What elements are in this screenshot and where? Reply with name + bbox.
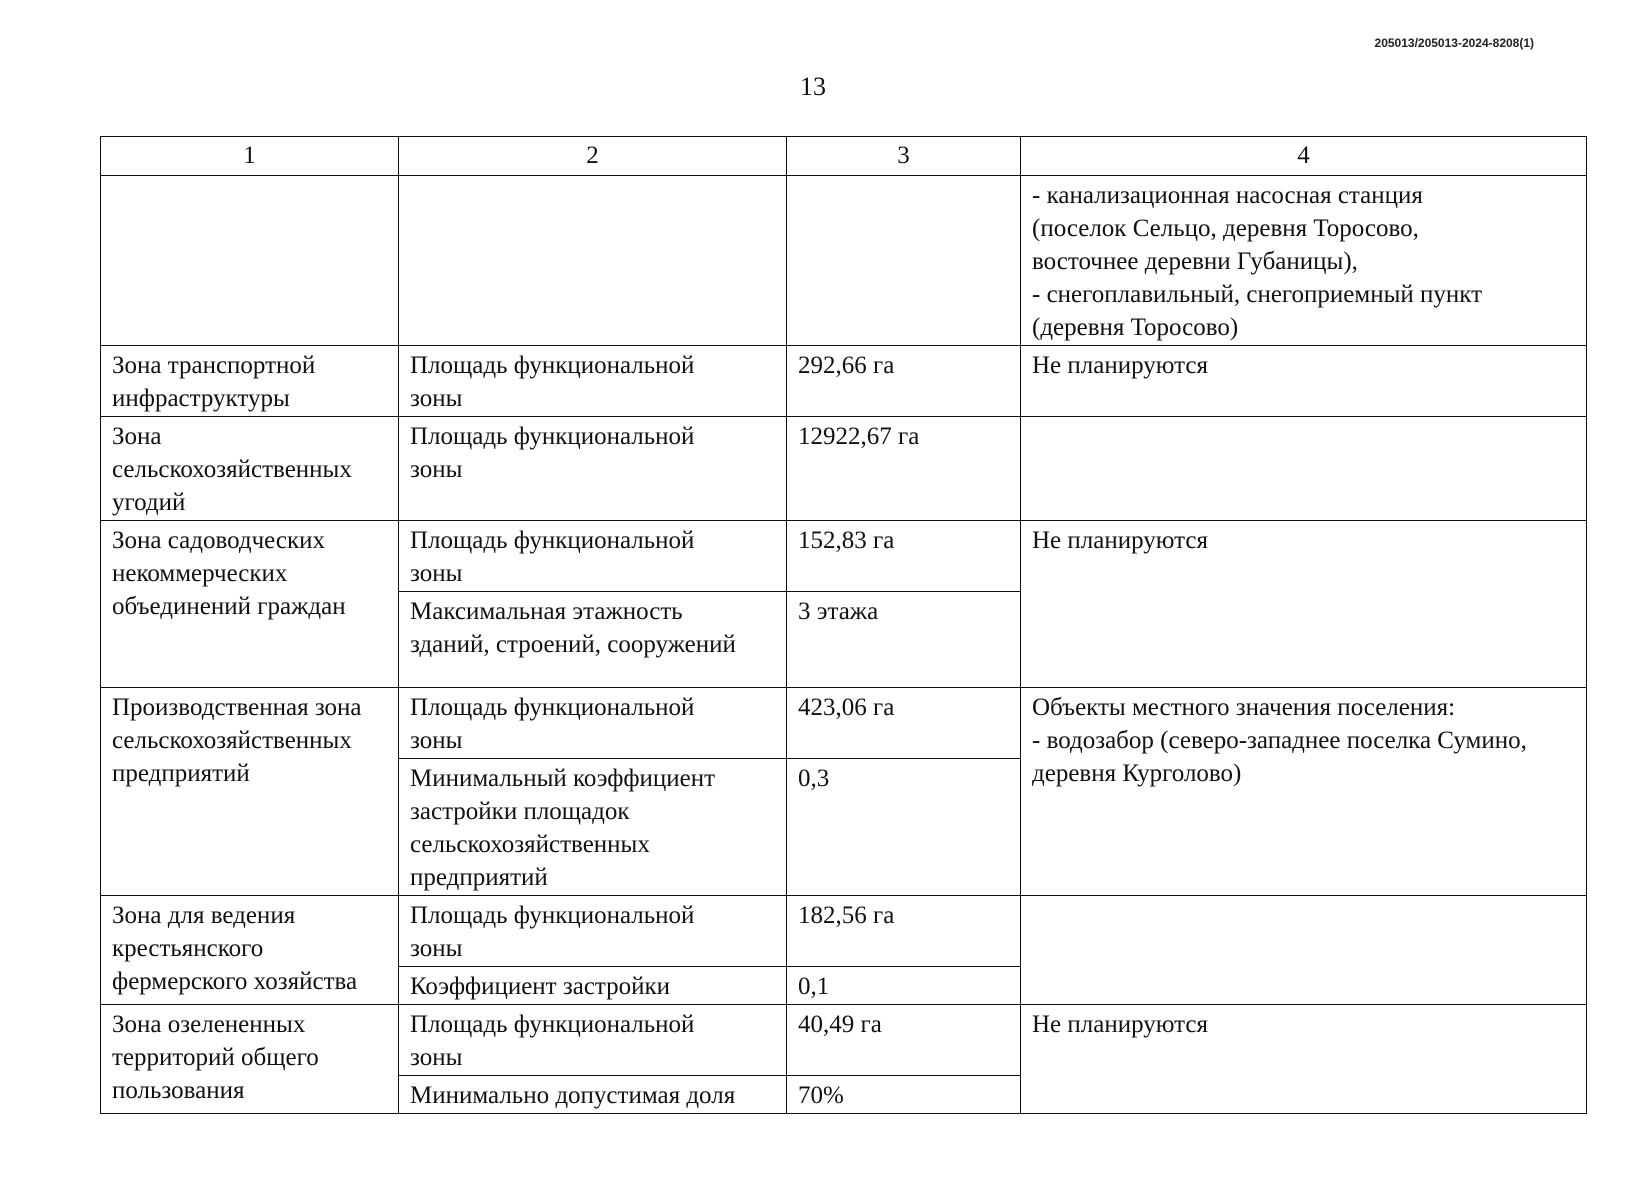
text-line: застройки площадок (410, 798, 630, 825)
text-line: сельскохозяйственных (112, 456, 352, 483)
parameter-value-cell: 40,49 га (787, 1005, 1021, 1076)
objects-cell (1021, 521, 1587, 688)
parameter-value-cell: 0,3 (787, 759, 1021, 896)
text-line: зданий, строений, сооружений (410, 631, 736, 658)
zone-name-cell (101, 688, 399, 896)
parameter-value-cell: 0,1 (787, 967, 1021, 1005)
text-line: деревня Курголово) (1032, 760, 1242, 787)
zones-table (100, 136, 1587, 1114)
table-row (101, 688, 1587, 759)
parameter-name-cell (399, 1005, 787, 1076)
objects-cell (1021, 1005, 1587, 1114)
document-id: 205013/205013-2024-8208(1) (1374, 36, 1534, 50)
text-line: фермерского хозяйства (112, 968, 358, 995)
header-cell: 3 (787, 137, 1021, 176)
text-line: Площадь функциональной (410, 527, 695, 554)
text-line: Не планируются (1032, 352, 1208, 379)
text-line: Зона для ведения (112, 902, 296, 929)
parameter-name-cell (399, 759, 787, 896)
text-line: - снегоплавильный, снегоприемный пункт (1032, 281, 1483, 308)
page-number: 13 (800, 72, 826, 101)
text-line: Не планируются (1032, 1011, 1208, 1038)
text-line: Площадь функциональной (410, 902, 695, 929)
table-row (101, 896, 1587, 967)
parameter-value-cell: 70% (787, 1076, 1021, 1114)
text-line: Зона озелененных (112, 1011, 306, 1038)
parameter-name-cell (399, 592, 787, 688)
table-row (101, 417, 1587, 521)
table-row (101, 346, 1587, 417)
text-line: Площадь функциональной (410, 352, 695, 379)
table-header-row (101, 137, 1587, 176)
parameter-value-cell: 3 этажа (787, 592, 1021, 688)
zone-name-cell (101, 896, 399, 1005)
objects-cell (1021, 176, 1587, 346)
objects-cell (1021, 346, 1587, 417)
text-line: пользования (112, 1077, 245, 1104)
text-line: зоны (410, 727, 463, 754)
text-line: (поселок Сельцо, деревня Торосово, (1032, 215, 1419, 242)
empty-cell (101, 176, 399, 346)
text-line: Зона (112, 423, 162, 450)
text-line: зоны (410, 935, 463, 962)
text-line: инфраструктуры (112, 385, 290, 412)
parameter-value-cell: 182,56 га (787, 896, 1021, 967)
table-row (101, 521, 1587, 592)
text-line: Производственная зона (112, 694, 362, 721)
text-line: Зона транспортной (112, 352, 316, 379)
text-line: предприятий (112, 760, 250, 787)
parameter-name-cell (399, 967, 787, 1005)
parameter-name-cell (399, 1076, 787, 1114)
text-line: зоны (410, 456, 463, 483)
text-line: сельскохозяйственных (112, 727, 352, 754)
text-line: Минимальный коэффициент (410, 765, 716, 792)
text-line: Максимальная этажность (410, 598, 683, 625)
parameter-value-cell: 292,66 га (787, 346, 1021, 417)
continuation-row (101, 176, 1587, 346)
parameter-value-cell: 152,83 га (787, 521, 1021, 592)
header-cell: 1 (101, 137, 399, 176)
zone-name-cell (101, 346, 399, 417)
text-line: (деревня Торосово) (1032, 314, 1239, 341)
empty-cell (787, 176, 1021, 346)
parameter-name-cell (399, 417, 787, 521)
text-line: крестьянского (112, 935, 264, 962)
text-line: - водозабор (северо-западнее поселка Сумино, (1032, 727, 1527, 754)
objects-cell (1021, 688, 1587, 896)
text-line: восточнее деревни Губаницы), (1032, 248, 1358, 275)
text-line: некоммерческих (112, 560, 288, 587)
text-line: Площадь функциональной (410, 423, 695, 450)
zone-name-cell (101, 521, 399, 688)
zone-name-cell (101, 417, 399, 521)
text-line: Коэффициент застройки (410, 973, 671, 1000)
text-line: территорий общего (112, 1044, 319, 1071)
objects-cell (1021, 896, 1587, 1005)
objects-cell (1021, 417, 1587, 521)
text-line: Площадь функциональной (410, 1011, 695, 1038)
text-line: Минимально допустимая доля (410, 1082, 736, 1109)
zone-name-cell (101, 1005, 399, 1114)
text-line: объединений граждан (112, 593, 346, 620)
text-line: сельскохозяйственных (410, 831, 650, 858)
parameter-name-cell (399, 521, 787, 592)
parameter-name-cell (399, 688, 787, 759)
parameter-name-cell (399, 346, 787, 417)
text-line: - канализационная насосная станция (1032, 182, 1423, 209)
header-cell: 4 (1021, 137, 1587, 176)
table-row (101, 1005, 1587, 1076)
text-line: Зона садоводческих (112, 527, 326, 554)
text-line: Не планируются (1032, 527, 1208, 554)
text-line: зоны (410, 560, 463, 587)
text-line: Объекты местного значения поселения: (1032, 694, 1456, 721)
text-line: Площадь функциональной (410, 694, 695, 721)
text-line: зоны (410, 385, 463, 412)
text-line: предприятий (410, 864, 548, 891)
header-cell: 2 (399, 137, 787, 176)
parameter-value-cell: 12922,67 га (787, 417, 1021, 521)
empty-cell (399, 176, 787, 346)
parameter-name-cell (399, 896, 787, 967)
parameter-value-cell: 423,06 га (787, 688, 1021, 759)
text-line: угодий (112, 489, 186, 516)
text-line: зоны (410, 1044, 463, 1071)
